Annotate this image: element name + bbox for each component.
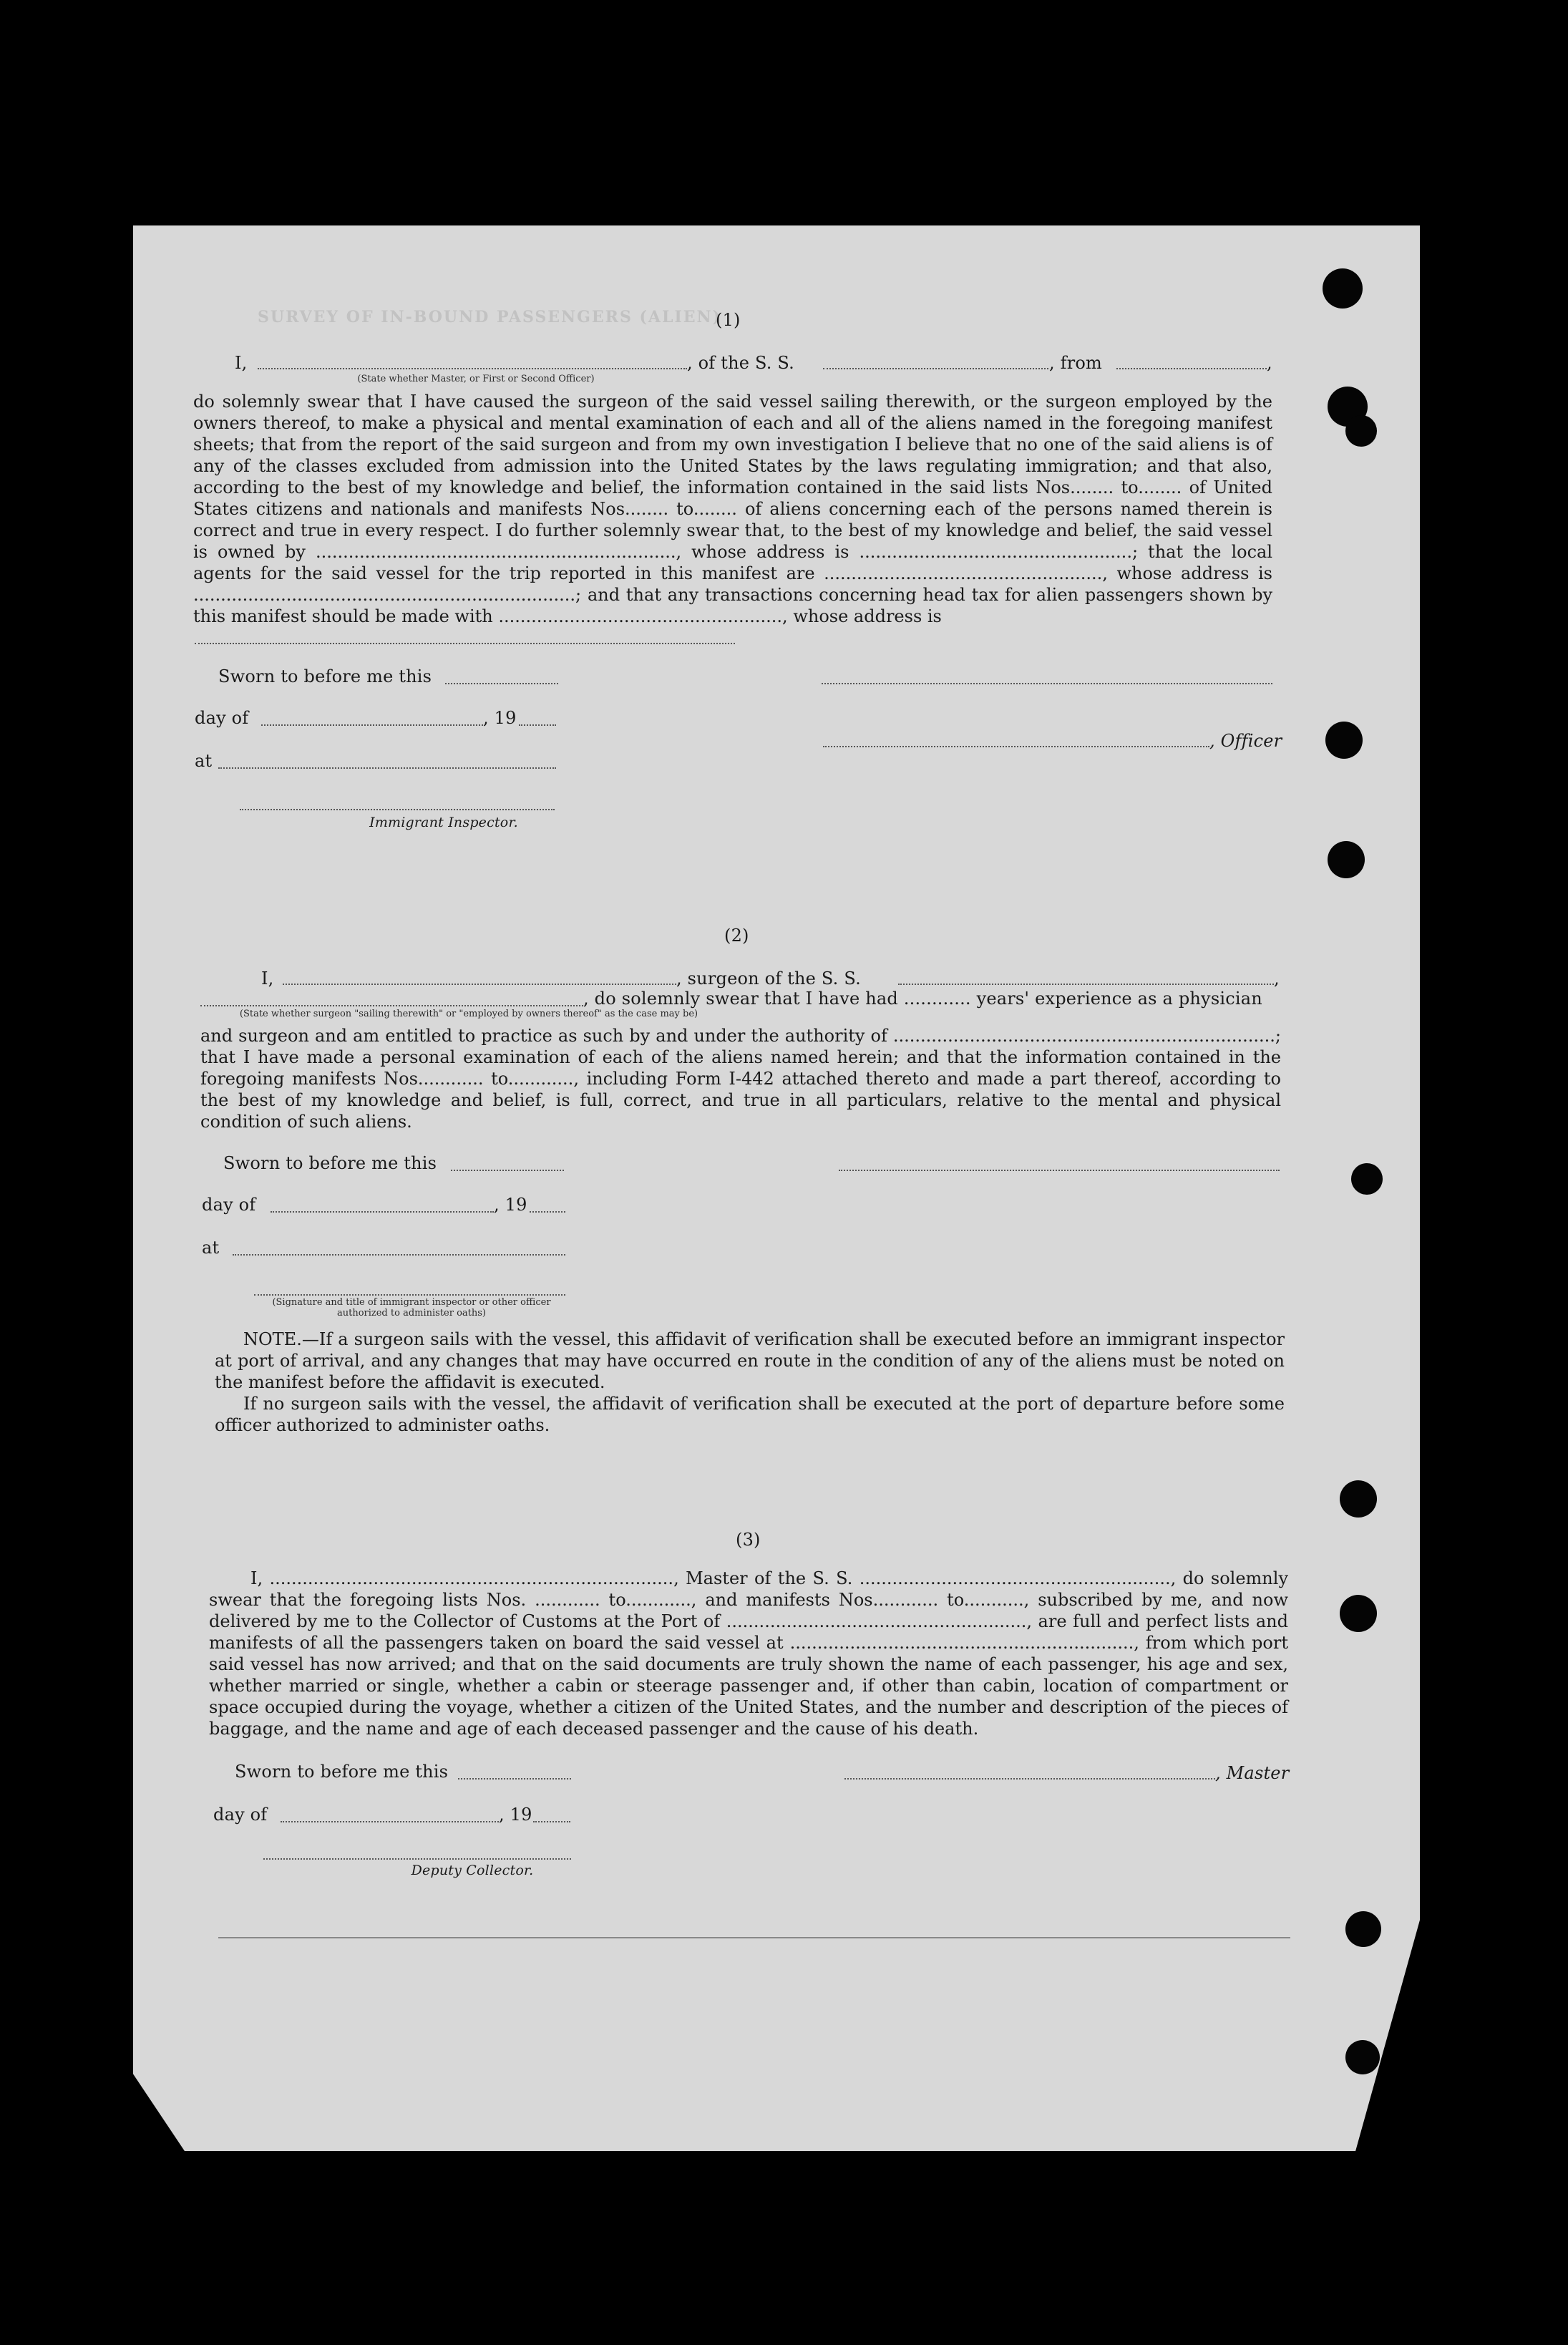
signature-line bbox=[254, 1294, 565, 1296]
year-label: , 19 bbox=[483, 708, 517, 728]
punch-hole bbox=[1345, 415, 1377, 447]
section1-body: do solemnly swear that I have caused the surgeon of the said vessel sailing therewith, or the surgeon employed by the owners thereof, to make a physical and mental examination of each and all of the aliens named in the foregoing manifest sheets; that from the report of the said surgeon and from my own investigation I believe that no one of the said aliens is of any of the classes excluded from admission into the United States by the laws regulating immigration; and that also, according to the best of my knowledge and belief, the information contained in the said lists Nos........ to........ of United States citizens and nationals and manifests Nos........ to........ of aliens concerning each of the persons named therein is correct and true in every respect. I do further solemnly swear that, to the best of my knowledge and belief, the said vessel is owned by .................................................................., whose address is ..................................................; that the local agents for the said vessel for the trip reported in this manifest are ..................................................., whose address is ......................................................................; and that any transactions concerning head tax for alien passengers shown by this manifest should be made with ...................................................., whose address is bbox=[193, 392, 1272, 626]
label-of-ss: , of the S. S. bbox=[687, 353, 795, 373]
blank-line bbox=[218, 767, 556, 769]
signature-line bbox=[240, 809, 555, 810]
punch-hole bbox=[1325, 722, 1363, 759]
blank-line bbox=[898, 984, 1274, 985]
inspector-label: Immigrant Inspector. bbox=[369, 815, 518, 830]
section2-body: and surgeon and am entitled to practice as such by and under the authority of ......................................................................; that I have made a personal examination of each of the aliens named herein; and that the information contained in the foregoing manifests Nos............ to............, including Form I-442 attached thereto and made a part thereof, according to the best of my knowledge and belief, is full, correct, and true in all particulars, relative to the mental and physical condition of such aliens. bbox=[200, 1026, 1281, 1132]
label-surgeon-ss: , surgeon of the S. S. bbox=[676, 968, 861, 989]
blank-line bbox=[519, 724, 556, 726]
day-of-label: day of bbox=[195, 708, 249, 728]
punch-hole bbox=[1345, 1911, 1381, 1947]
sworn-label: Sworn to before me this bbox=[235, 1762, 449, 1782]
blank-line bbox=[445, 683, 558, 684]
blank-line bbox=[283, 984, 676, 985]
section-number: (3) bbox=[736, 1530, 761, 1550]
at-label: at bbox=[202, 1238, 220, 1258]
blank-line bbox=[1116, 368, 1267, 369]
sworn-label: Sworn to before me this bbox=[218, 666, 432, 686]
blank-line bbox=[200, 1005, 583, 1006]
years-experience-line: , do solemnly swear that I have had ............ years' experience as a physician bbox=[583, 989, 1262, 1009]
day-of-label: day of bbox=[213, 1805, 268, 1825]
blank-line bbox=[533, 1821, 570, 1822]
section3-body: I, .........................................................................., Master of the S. S. ........................................................., do solemnly swear that the foregoing lists Nos. ............ to............, and manifests Nos............ to..........., subscribed by me, and now delivered by me to the Collector of Customs at the Port of ......................................................., are full and perfect lists and manifests of all the passengers taken on board the said vessel at ..............................................................., from which port said vessel has now arrived; and that on the said documents are truly shown the name of each passenger, his age and sex, whether married or single, whether a cabin or steerage passenger and, if other than cabin, location of compartment or space occupied during the voyage, whether a citizen of the United States, and the number and description of the pieces of baggage, and the name and age of each deceased passenger and the cause of his death. bbox=[209, 1568, 1288, 1739]
master-label: , Master bbox=[1215, 1763, 1290, 1783]
at-label: at bbox=[195, 751, 213, 771]
punch-hole bbox=[1323, 268, 1363, 309]
day-of-label: day of bbox=[202, 1195, 256, 1215]
section-number: (1) bbox=[716, 310, 741, 330]
blank-line bbox=[451, 1170, 564, 1171]
blank-line bbox=[233, 1254, 565, 1256]
faint-header: SURVEY OF IN-BOUND PASSENGERS (ALIEN) bbox=[258, 308, 722, 326]
signature-line bbox=[844, 1778, 1215, 1780]
blank-line bbox=[823, 368, 1048, 369]
blank-line bbox=[281, 1821, 499, 1822]
deputy-label: Deputy Collector. bbox=[411, 1863, 534, 1878]
blank-line bbox=[195, 643, 735, 644]
section-number: (2) bbox=[724, 926, 749, 946]
note-paragraph: If no surgeon sails with the vessel, the affidavit of verification shall be executed at the port of departure before some officer authorized to administer oaths. bbox=[215, 1394, 1285, 1435]
punch-hole bbox=[1340, 1480, 1377, 1518]
officer-label: , Officer bbox=[1209, 731, 1282, 751]
signature-line bbox=[839, 1170, 1280, 1171]
comma: , bbox=[1274, 968, 1280, 989]
signature-note: (Signature and title of immigrant inspector or other officer authorized to administer oaths) bbox=[272, 1297, 551, 1319]
label-from: , from bbox=[1049, 353, 1103, 373]
signature-line bbox=[823, 746, 1209, 747]
punch-hole bbox=[1340, 1595, 1377, 1632]
year-label: , 19 bbox=[494, 1195, 527, 1215]
sworn-label: Sworn to before me this bbox=[223, 1153, 437, 1173]
master-note: (State whether Master, or First or Second Officer) bbox=[357, 374, 595, 384]
blank-line bbox=[271, 1211, 494, 1213]
note-paragraph: NOTE.—If a surgeon sails with the vessel, this affidavit of verification shall be executed before an immigrant inspector at port of arrival, and any changes that may have occurred en route in the condition of any of the aliens must be noted on the manifest before the affidavit is executed. bbox=[215, 1329, 1285, 1392]
signature-line bbox=[822, 683, 1272, 684]
bottom-rule bbox=[218, 1937, 1290, 1938]
label-i: I, bbox=[261, 968, 274, 989]
blank-line bbox=[258, 368, 687, 369]
punch-hole bbox=[1345, 2040, 1380, 2074]
blank-line bbox=[458, 1778, 571, 1780]
comma: , bbox=[1267, 353, 1272, 373]
punch-hole bbox=[1351, 1163, 1383, 1195]
blank-line bbox=[261, 724, 483, 726]
blank-line bbox=[530, 1211, 565, 1213]
year-label: , 19 bbox=[499, 1805, 532, 1825]
label-i: I, bbox=[235, 353, 248, 373]
surgeon-note: (State whether surgeon "sailing therewith" or "employed by owners thereof" as the case may be) bbox=[239, 1009, 698, 1019]
punch-hole bbox=[1328, 841, 1365, 878]
